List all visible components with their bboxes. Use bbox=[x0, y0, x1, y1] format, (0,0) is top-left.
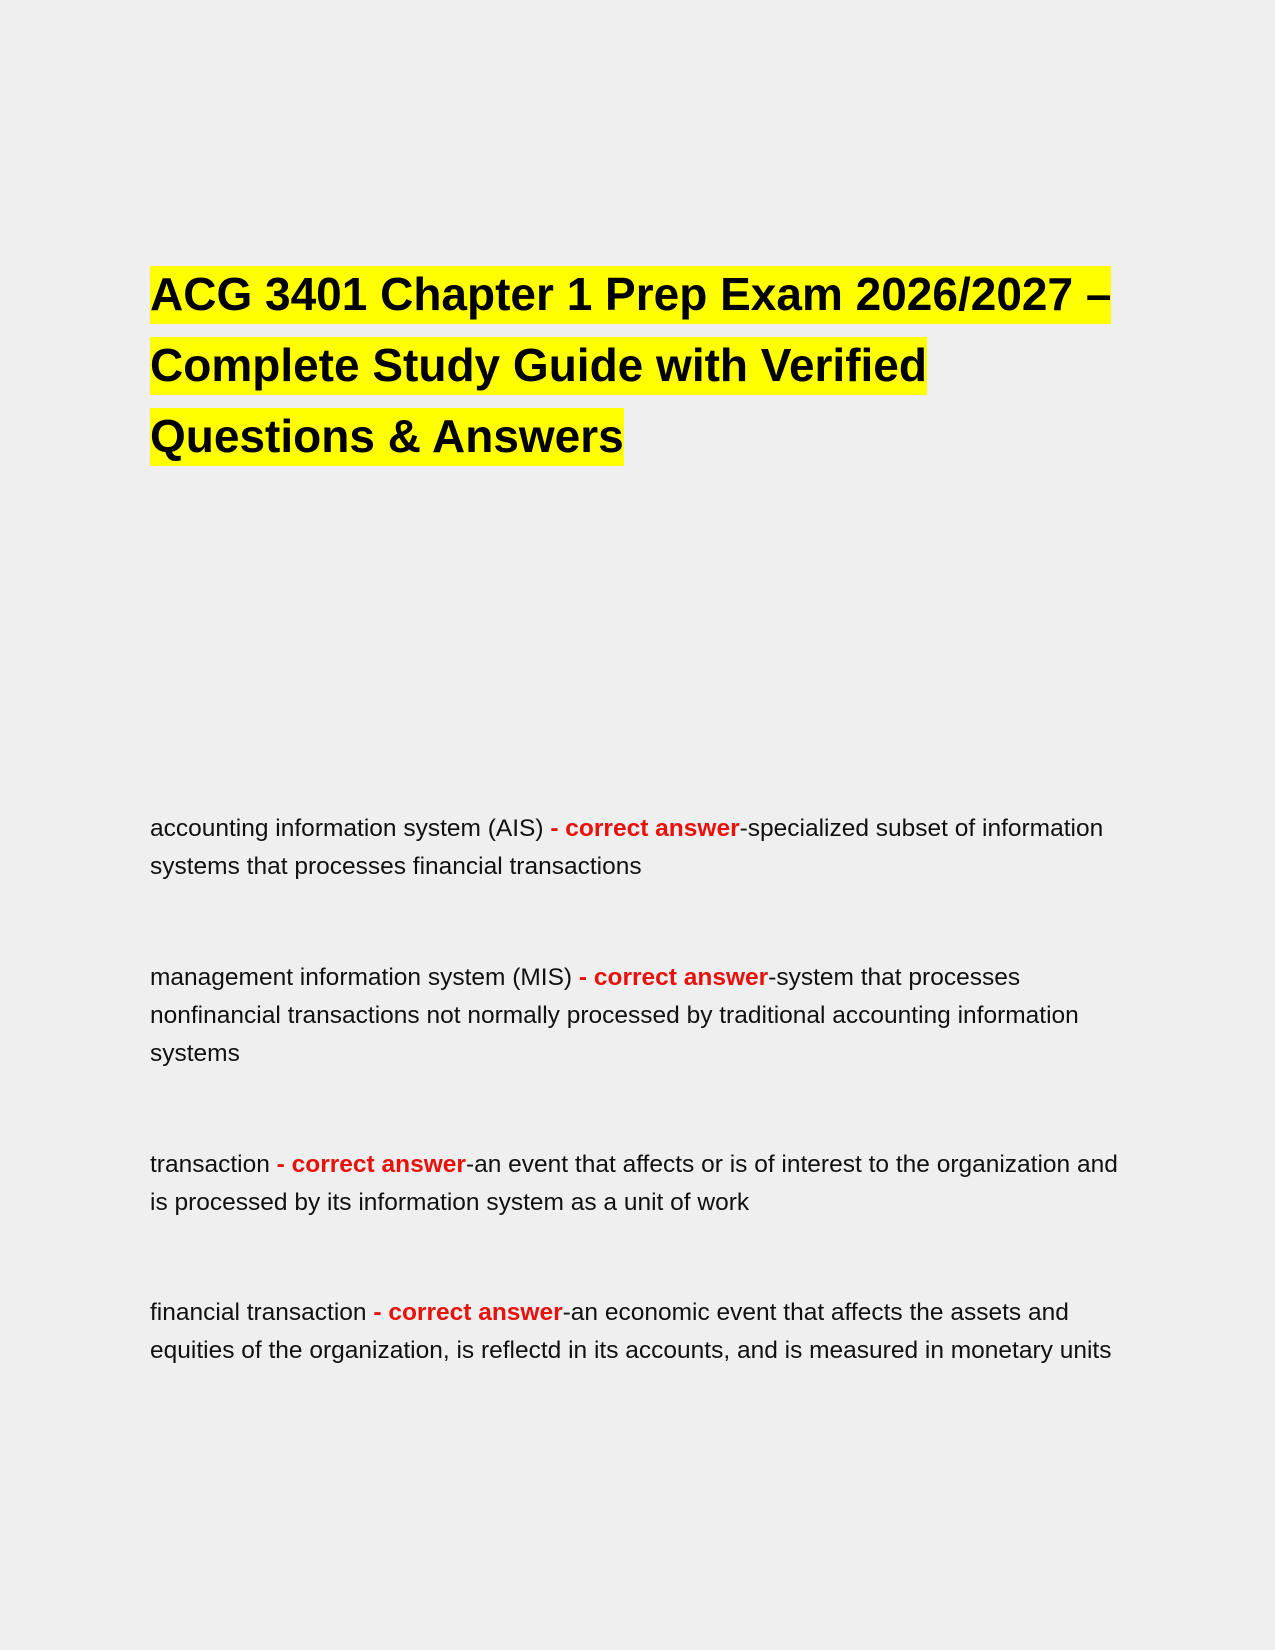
qa-definition: -system that processes nonfinancial transactions not normally processed by traditional accounting information systems bbox=[150, 964, 1079, 1067]
qa-entry-ais bbox=[150, 810, 1120, 886]
document-title bbox=[150, 259, 1130, 472]
qa-term: accounting information system (AIS) bbox=[150, 815, 551, 842]
qa-entry-transaction bbox=[150, 1146, 1120, 1222]
correct-answer-marker: - correct answer bbox=[550, 815, 740, 842]
correct-answer-marker: - correct answer bbox=[373, 1299, 563, 1326]
correct-answer-marker: - correct answer bbox=[276, 1151, 466, 1178]
qa-term: financial transaction bbox=[150, 1299, 374, 1326]
qa-entry-mis bbox=[150, 959, 1120, 1073]
correct-answer-marker: - correct answer bbox=[578, 964, 769, 991]
title-highlight: ACG 3401 Chapter 1 Prep Exam 2026/2027 – Complete Study Guide with Verified Questions & Answers bbox=[150, 266, 1111, 466]
qa-term: management information system (MIS) bbox=[150, 964, 579, 991]
qa-definition: -specialized subset of information systems that processes financial transactions bbox=[150, 815, 1104, 880]
qa-definition: -an event that affects or is of interest to the organization and is processed by its information system as a unit of work bbox=[150, 1151, 1118, 1216]
qa-entry-financial-transaction bbox=[150, 1294, 1120, 1370]
qa-definition: -an economic event that affects the assets and equities of the organization, is reflectd in its accounts, and is measured in monetary units bbox=[150, 1299, 1112, 1364]
qa-term: transaction bbox=[150, 1151, 277, 1178]
